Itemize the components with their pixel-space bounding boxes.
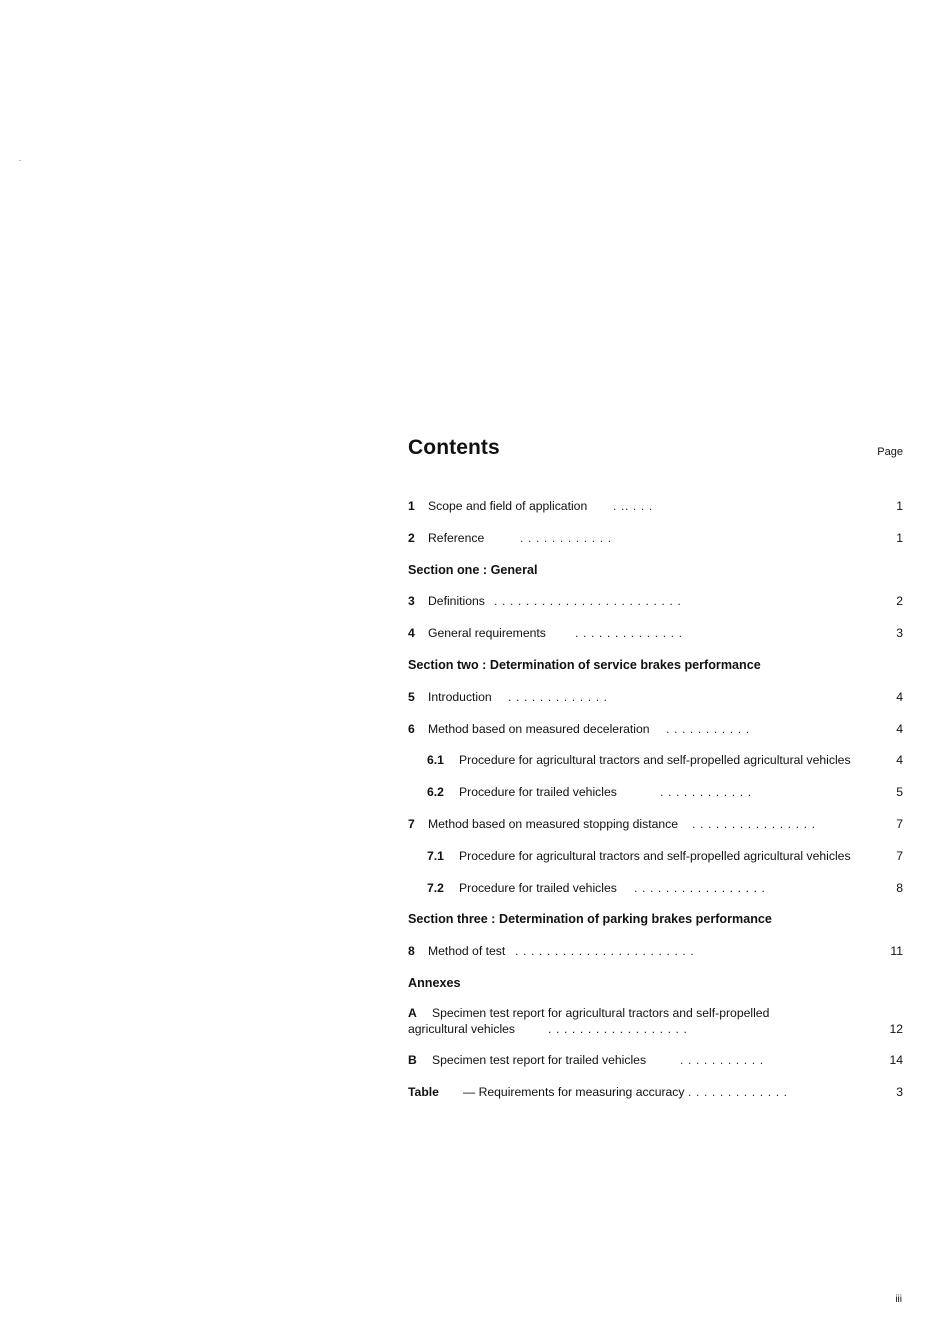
toc-entry-4[interactable]	[408, 625, 905, 641]
entry-label: Method based on measured stopping distance	[428, 816, 679, 831]
entry-page: 5	[896, 785, 903, 800]
entry-page: 4	[896, 689, 903, 704]
entry-label: Introduction	[428, 689, 492, 704]
entry-number: 7.2	[427, 880, 444, 895]
table-entry[interactable]	[408, 1084, 905, 1100]
toc-entry-3[interactable]	[408, 593, 905, 609]
annex-label-line2: agricultural vehicles	[408, 1021, 516, 1036]
toc-entry-6-2[interactable]	[408, 784, 905, 800]
toc-entry-1[interactable]	[408, 498, 905, 514]
toc-header	[408, 436, 905, 464]
annex-letter: B	[408, 1052, 417, 1067]
entry-page: 7	[896, 816, 903, 831]
annex-a-entry[interactable]	[408, 1005, 905, 1037]
entry-number: 6.1	[427, 753, 444, 768]
entry-number: 5	[408, 689, 415, 704]
page-column-label: Page	[877, 446, 903, 458]
entry-page: 2	[896, 594, 903, 609]
page-number: iii	[895, 1294, 902, 1305]
leader-dots: . . . . . . . . . . .	[680, 1052, 764, 1067]
leader-dots: . . . . . . . . . . . .	[520, 530, 612, 545]
entry-page: 14	[889, 1052, 903, 1067]
leader-dots: . . . . . . . . . . . . . . . . . . . . . . . .	[494, 594, 682, 609]
entry-label: Definitions	[428, 594, 485, 609]
contents-title: Contents	[408, 436, 500, 459]
entry-page: 7	[896, 848, 903, 863]
section-heading: Section one : General	[408, 562, 538, 577]
leader-dots: . . . . . . . . . . .	[666, 721, 750, 736]
entry-label: Procedure for trailed vehicles	[459, 880, 617, 895]
leader-dots: . . . . . . . . . . . . .	[508, 689, 608, 704]
entry-page: 11	[890, 944, 903, 959]
annex-label-line1: Specimen test report for agricultural tractors and self-propelled	[432, 1005, 770, 1020]
entry-label: Specimen test report for trailed vehicles	[432, 1052, 647, 1067]
leader-dots: . . . . . . . . . . . .	[660, 785, 752, 800]
toc-entry-6-1[interactable]	[408, 752, 905, 768]
leader-dots: . . . . . . . . . . . . . . . . . .	[548, 1021, 688, 1036]
toc-entry-6[interactable]	[408, 721, 905, 737]
toc-entry-8[interactable]	[408, 943, 905, 959]
entry-number: 4	[408, 626, 415, 641]
entry-number: 1	[408, 499, 415, 513]
table-label-bold: Table	[408, 1084, 439, 1099]
entry-label: Scope and field of application	[428, 499, 588, 513]
annex-b-entry[interactable]	[408, 1052, 905, 1068]
entry-number: 6.2	[427, 785, 444, 800]
entry-label: Method based on measured deceleration	[428, 721, 650, 736]
leader-dots: . .. . . .	[613, 499, 653, 513]
entry-page: 12	[889, 1021, 903, 1036]
annexes-heading: Annexes	[408, 975, 461, 990]
entry-page: 1	[896, 499, 903, 513]
toc-entry-5[interactable]	[408, 689, 905, 705]
entry-label: Procedure for trailed vehicles	[459, 785, 617, 800]
section-heading: Section two : Determination of service brakes performance	[408, 657, 761, 672]
entry-page: 4	[896, 721, 903, 736]
scan-speck	[19, 160, 21, 161]
entry-number: 2	[408, 530, 415, 545]
leader-dots: . . . . . . . . . . . . . .	[575, 626, 683, 641]
leader-dots: . . . . . . . . . . . . .	[688, 1084, 788, 1099]
table-of-contents	[408, 436, 905, 1116]
entry-page: 1	[896, 530, 903, 545]
entry-number: 7	[408, 816, 415, 831]
section-heading: Section three : Determination of parking brakes performance	[408, 912, 772, 927]
entry-label: Method of test	[428, 944, 506, 959]
entry-number: 3	[408, 594, 415, 609]
toc-entry-7[interactable]	[408, 816, 905, 832]
entry-page: 8	[896, 880, 903, 895]
toc-entry-7-1[interactable]	[408, 848, 905, 864]
entry-label: — Requirements for measuring accuracy	[463, 1084, 685, 1099]
entry-label: Procedure for agricultural tractors and self-propelled agricultural vehicles	[459, 753, 851, 768]
toc-entry-7-2[interactable]	[408, 880, 905, 896]
entry-page: 4	[896, 753, 903, 768]
entry-page: 3	[896, 1084, 903, 1099]
annex-letter: A	[408, 1005, 417, 1020]
entry-number: 7.1	[427, 848, 444, 863]
entry-label: Reference	[428, 530, 485, 545]
leader-dots: . . . . . . . . . . . . . . . . .	[634, 880, 766, 895]
entry-label: Procedure for agricultural tractors and self-propelled agricultural vehicles	[459, 848, 851, 863]
toc-entry-2[interactable]	[408, 530, 905, 546]
entry-number: 8	[408, 944, 415, 959]
entry-page: 3	[896, 626, 903, 641]
leader-dots: . . . . . . . . . . . . . . . . . . . . . . .	[515, 944, 695, 959]
entry-number: 6	[408, 721, 415, 736]
entry-label: General requirements	[428, 626, 546, 641]
leader-dots: . . . . . . . . . . . . . . . .	[692, 816, 816, 831]
